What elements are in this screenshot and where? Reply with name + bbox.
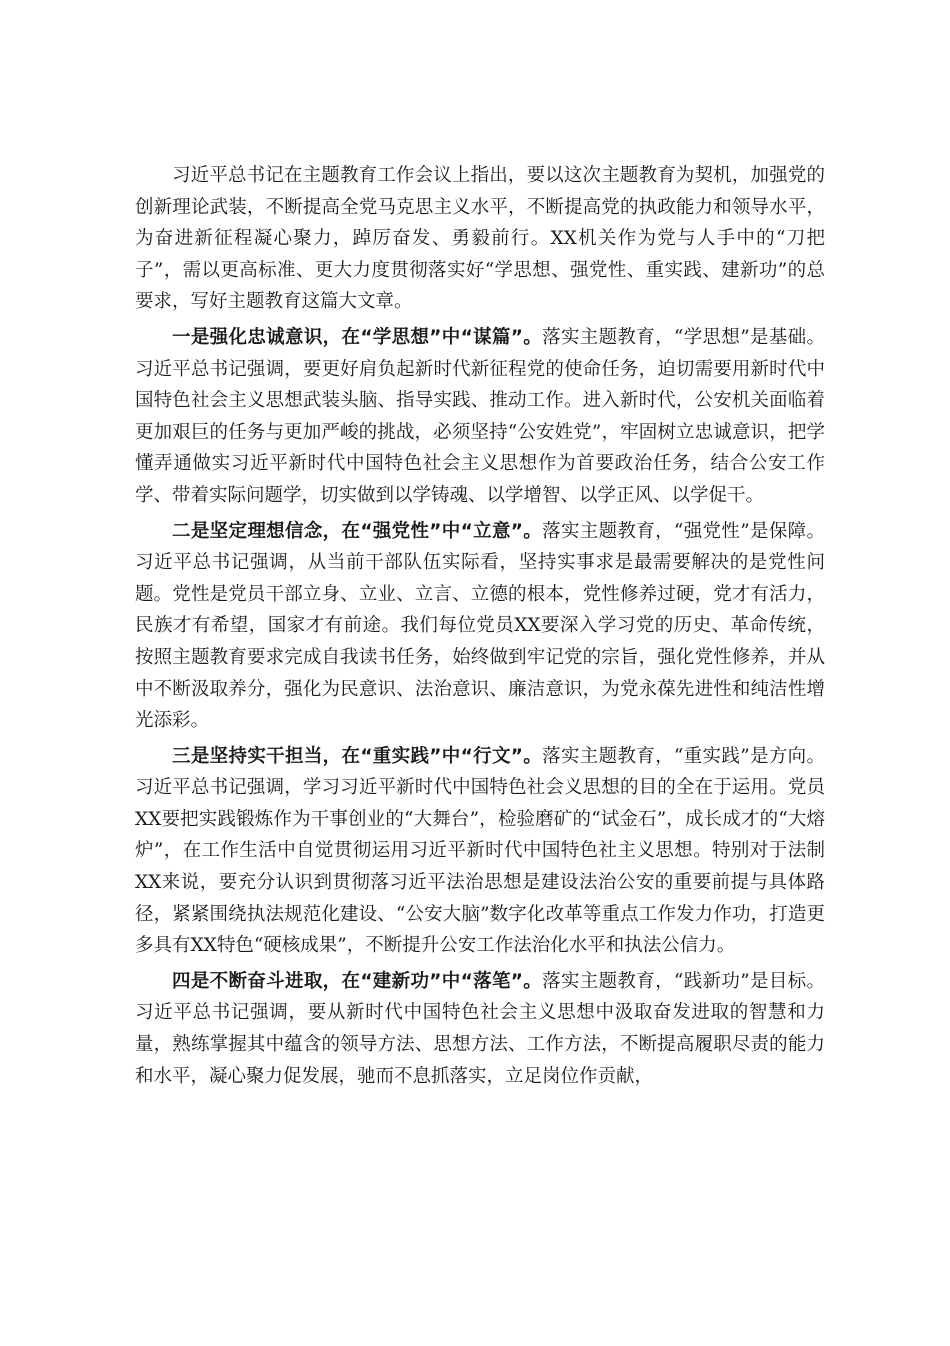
paragraph-text: 落实主题教育，“强党性”是保障。习近平总书记强调，从当前干部队伍实际看，坚持实事求是最需要解决的是党性问题。党性是党员干部立身、立业、立言、立德的根本，党性修养过硬，党才有活力，民族才有希望，国家才有前途。我们每位党员XX要深入学习党的历史、革命传统，按照主题教育要求完成自我读书任务，始终做到牢记党的宗旨，强化党性修养，并从中不断汲取养分，强化为民意识、法治意识、廉洁意识，为党永葆先进性和纯洁性增光添彩。 bbox=[135, 520, 826, 732]
paragraph-text: 落实主题教育，“重实践”是方向。习近平总书记强调，学习习近平新时代中国特色社会义思想的目的全在于运用。党员XX要把实践锻炼作为干事创业的“大舞台”，检验磨矿的“试金石”，成长成才的“大熔炉”，在工作生活中自觉贯彻运用习近平新时代中国特色社主义思想。特别对于法制XX来说，要充分认识到贯彻落习近平法治思想是建设法治公安的重要前提与具体路径，紧紧围绕执法规范化建设、“公安大脑”数字化改革等重点工作发力作功，打造更多具有XX特色“硬核成果”，不断提升公安工作法治化水平和执法公信力。 bbox=[135, 745, 826, 957]
paragraph-text: 落实主题教育，“践新功”是目标。习近平总书记强调，要从新时代中国特色社会主义思想中汲取奋发进取的智慧和力量，熟练掌握其中蕴含的领导方法、思想方法、工作方法，不断提高履职尽责的能力和水平，凝心聚力促发展，驰而不息抓落实，立足岗位作贡献， bbox=[135, 970, 826, 1087]
paragraph-lead: 三是坚持实干担当，在“重实践”中“行文”。 bbox=[172, 745, 543, 767]
document-body bbox=[135, 160, 825, 1096]
intro-paragraph bbox=[135, 160, 825, 318]
section-paragraph-3 bbox=[135, 741, 825, 962]
paragraph-lead: 二是坚定理想信念，在“强党性”中“立意”。 bbox=[172, 520, 543, 542]
paragraph-lead: 一是强化忠诚意识，在“学思想”中“谋篇”。 bbox=[172, 326, 543, 348]
paragraph-lead: 四是不断奋斗进取，在“建新功”中“落笔”。 bbox=[172, 970, 543, 992]
section-paragraph-1 bbox=[135, 322, 825, 512]
paragraph-text: 落实主题教育，“学思想”是基础。习近平总书记强调，要更好肩负起新时代新征程党的使命任务，迫切需要用新时代中国特色社会主义思想武装头脑、指导实践、推动工作。进入新时代，公安机关面临着更加艰巨的任务与更加严峻的挑战，必须坚持“公安姓党”，牢固树立忠诚意识，把学懂弄通做实习近平新时代中国特色社会主义思想作为首要政治任务，结合公安工作学、带着实际问题学，切实做到以学铸魂、以学增智、以学正风、以学促干。 bbox=[135, 326, 826, 506]
section-paragraph-2 bbox=[135, 516, 825, 737]
paragraph-text: 习近平总书记在主题教育工作会议上指出，要以这次主题教育为契机，加强党的创新理论武装，不断提高全党马克思主义水平，不断提高党的执政能力和领导水平，为奋进新征程凝心聚力，踔厉奋发、勇毅前行。XX机关作为党与人手中的“刀把子”，需以更高标准、更大力度贯彻落实好“学思想、强党性、重实践、建新功”的总要求，写好主题教育这篇大文章。 bbox=[135, 165, 825, 313]
section-paragraph-4 bbox=[135, 966, 825, 1092]
